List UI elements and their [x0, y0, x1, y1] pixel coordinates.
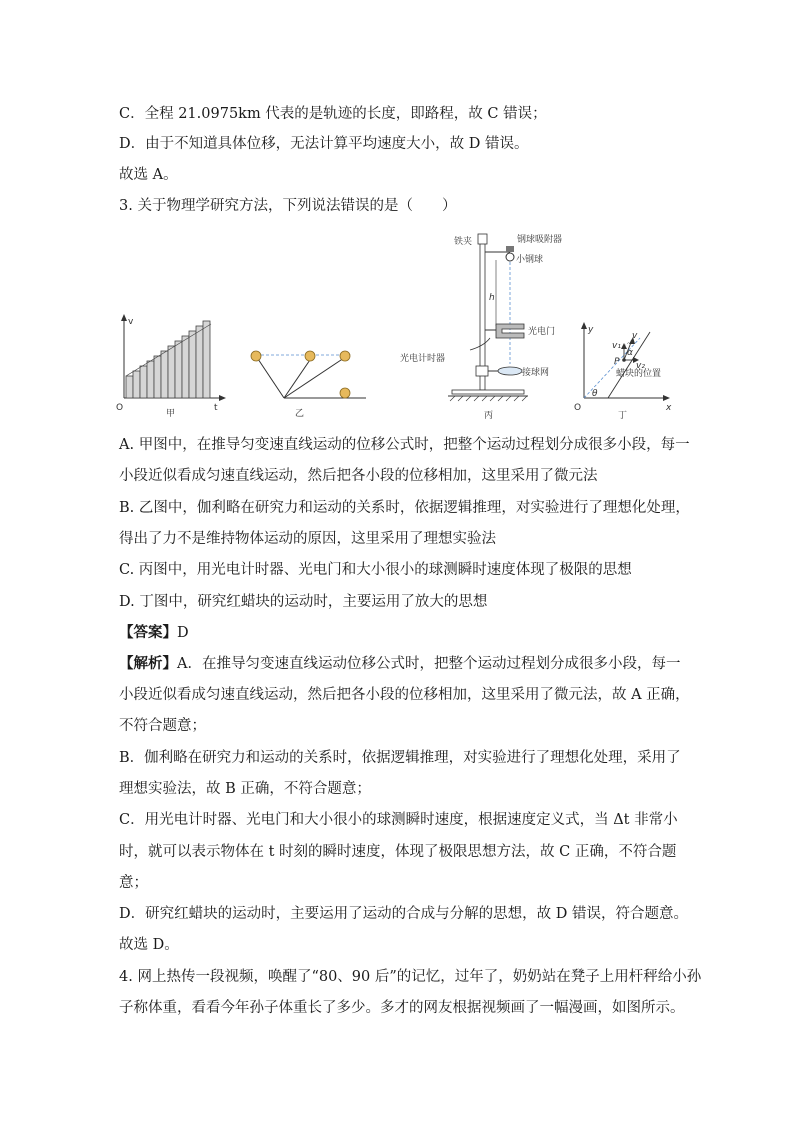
- photogate-label: 光电门: [528, 327, 556, 337]
- axis-label-x: x: [666, 403, 672, 413]
- v1-label: v₁: [612, 341, 621, 351]
- analysis-line: D．研究红蜡块的运动时，主要运用了运动的合成与分解的思想，故 D 错误，符合题意。: [119, 906, 688, 922]
- analysis-line: 故选 D。: [119, 937, 179, 953]
- analysis-line: 理想实验法，故 B 正确，不符合题意；: [119, 781, 371, 797]
- net-label: 接球网: [522, 368, 550, 378]
- analysis-line: B．伽利略在研究力和运动的关系时，依据逻辑推理，对实验进行了理想化处理，采用了: [119, 750, 681, 766]
- figure-caption: 丙: [484, 411, 494, 421]
- option-a-cont: 小段近似看成匀速直线运动，然后把各小段的位移相加，这里采用了微元法: [119, 468, 598, 484]
- iron-clamp-label: 铁夹: [454, 237, 473, 247]
- height-label: h: [489, 293, 495, 303]
- wax-position-label: 蜡块的位置: [616, 369, 662, 379]
- figure-bing: [392, 226, 564, 426]
- alpha-label: α: [627, 348, 633, 358]
- axis-label-t: t: [214, 403, 218, 413]
- answer-line: [119, 623, 679, 643]
- figure-caption: 甲: [166, 409, 176, 419]
- option-b-cont: 得出了力不是维持物体运动的原因，这里采用了理想实验法: [119, 531, 496, 547]
- timer-label: 光电计时器: [400, 354, 446, 364]
- analysis-line: 时，就可以表示物体在 t 时刻的瞬时速度，体现了极限思想方法，故 C 正确，不符合题: [119, 844, 677, 860]
- analysis-line: C．用光电计时器、光电门和大小很小的球测瞬时速度，根据速度定义式，当 Δt 非常小: [119, 812, 678, 828]
- analysis-line: 意；: [119, 875, 148, 891]
- axis-label-v: v: [128, 317, 134, 327]
- adsorber-label: 钢球吸附器: [517, 235, 563, 245]
- theta-label: θ: [592, 389, 598, 399]
- text-line: D．由于不知道具体位移，无法计算平均速度大小，故 D 错误。: [119, 136, 529, 152]
- figure-ding: [570, 226, 674, 426]
- analysis-line: 不符合题意；: [119, 718, 206, 734]
- origin-label: O: [116, 403, 124, 413]
- figure-jia: [114, 226, 226, 426]
- analysis-label: 【解析】: [119, 655, 177, 672]
- question-4-stem: 4. 网上热传一段视频，唤醒了“80、90 后”的记忆，过年了，奶奶站在凳子上用杆秤给小孙: [119, 969, 702, 985]
- text-line: 故选 A。: [119, 167, 178, 183]
- origin-label: O: [574, 403, 582, 413]
- axis-label-y: y: [588, 325, 594, 335]
- analysis-line: 【解析】A．在推导匀变速直线运动位移公式时，把整个运动过程划分成很多小段，每一: [119, 655, 681, 672]
- text-line: C．全程 21.0975km 代表的是轨迹的长度，即路程，故 C 错误；: [119, 106, 547, 122]
- option-a: A. 甲图中，在推导匀变速直线运动的位移公式时，把整个运动过程划分成很多小段，每一: [119, 437, 690, 453]
- option-c: C. 丙图中，用光电计时器、光电门和大小很小的球测瞬时速度体现了极限的思想: [119, 562, 632, 578]
- figure-caption: 丁: [618, 411, 628, 421]
- analysis-line: 小段近似看成匀速直线运动，然后把各小段的位移相加，这里采用了微元法，故 A 正确，: [119, 687, 690, 703]
- figure-caption: 乙: [295, 409, 305, 419]
- answer-label: 【答案】: [119, 624, 177, 641]
- option-b: B. 乙图中，伽利略在研究力和运动的关系时，依据逻辑推理，对实验进行了理想化处理，: [119, 500, 690, 516]
- question-4-stem-cont: 子称体重，看看今年孙子体重长了多少。多才的网友根据视频画了一幅漫画，如图所示。: [119, 1000, 685, 1016]
- figure-yi: [238, 226, 368, 426]
- velocity-label: v: [632, 331, 638, 341]
- v2-label: v₂: [636, 361, 645, 371]
- point-p-label: P: [614, 357, 620, 367]
- question-3-stem: 3. 关于物理学研究方法，下列说法错误的是（ ）: [119, 198, 457, 214]
- ball-label: 小钢球: [516, 255, 544, 265]
- option-d: D. 丁图中，研究红蜡块的运动时，主要运用了放大的思想: [119, 594, 488, 610]
- answer-value: D: [177, 625, 189, 641]
